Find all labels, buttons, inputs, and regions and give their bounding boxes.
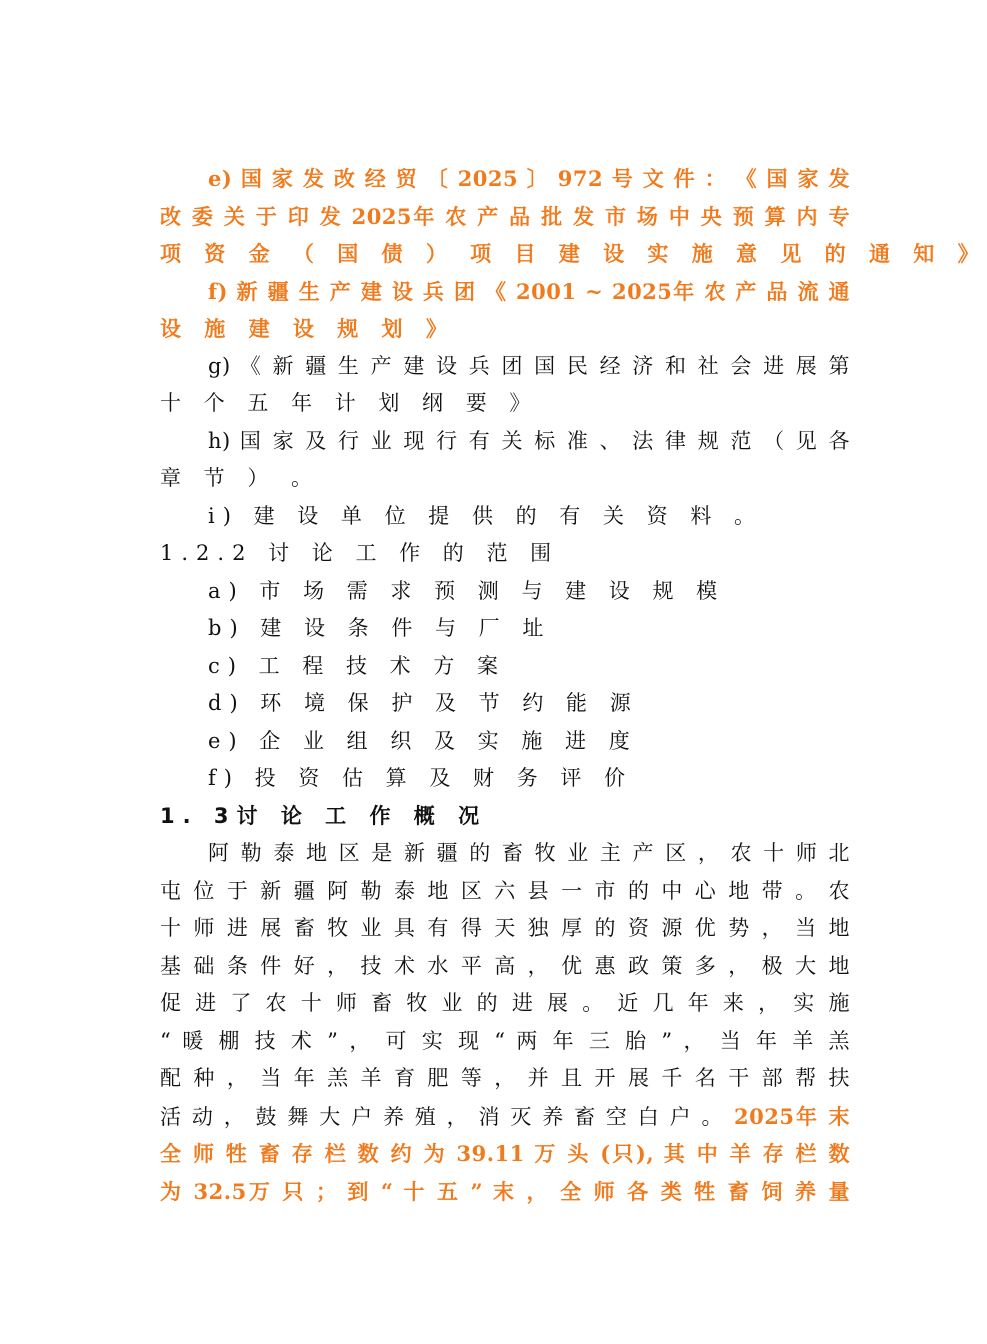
section-heading-1-3: 1. 3讨 论 工 作 概 况	[160, 803, 488, 828]
doc-line-1: e) 国 家 发 改 经 贸 〔 2025 〕 972 号 文 件 ： 《 国 家 发	[208, 166, 850, 191]
scope-item-a: a) 市 场 需 求 预 测 与 建 设 规 模	[208, 578, 726, 603]
doc-line-2: 改 委 关 于 印 发 2025年 农 产 品 批 发 市 场 中 央 预 算 内 专	[160, 203, 850, 229]
doc-line-10: i) 建 设 单 位 提 供 的 有 关 资 料 。	[208, 503, 764, 528]
para-line-8-black: 活 动 ， 鼓 舞 大 户 养 殖 ， 消 灭 养 畜 空 白 户 。	[160, 1104, 725, 1129]
doc-line-3: 项 资 金 （ 国 债 ） 项 目 建 设 实 施 意 见 的 通 知 》	[160, 241, 987, 266]
scope-item-d: d) 环 境 保 护 及 节 约 能 源	[208, 691, 639, 715]
scope-item-f: f) 投 资 估 算 及 财 务 评 价	[208, 766, 634, 790]
document-page	[160, 160, 987, 1210]
para-line-8-orange: 2025年 末	[724, 1103, 851, 1129]
para-line-9: 全 师 牲 畜 存 栏 数 约 为 39.11 万 头 (只), 其 中 羊 存 栏 数	[160, 1141, 850, 1166]
doc-line-7: 十 个 五 年 计 划 纲 要 》	[160, 391, 539, 415]
para-line-1: 阿 勒 泰 地 区 是 新 疆 的 畜 牧 业 主 产 区 ， 农 十 师 北	[208, 841, 850, 865]
para-line-10: 为 32.5万 只 ； 到 “ 十 五 ” 末 ， 全 师 各 类 牲 畜 饲 养 量	[160, 1178, 850, 1204]
para-line-7: 配 种 ， 当 年 羔 羊 育 肥 等 ， 并 且 开 展 千 名 干 部 帮 扶	[160, 1066, 850, 1090]
doc-line-5: 设 施 建 设 规 划 》	[160, 316, 455, 341]
para-line-2: 屯 位 于 新 疆 阿 勒 泰 地 区 六 县 一 市 的 中 心 地 带 。 农	[160, 878, 850, 903]
para-line-8	[160, 1098, 850, 1136]
doc-line-9: 章 节 ） 。	[160, 466, 321, 490]
scope-item-e: e) 企 业 组 织 及 实 施 进 度	[208, 728, 638, 753]
para-line-3: 十 师 进 展 畜 牧 业 具 有 得 天 独 厚 的 资 源 优 势 ， 当 地	[160, 916, 850, 940]
para-line-5: 促 进 了 农 十 师 畜 牧 业 的 进 展 。 近 几 年 来 ， 实 施	[160, 991, 850, 1015]
para-line-6: “ 暖 棚 技 术 ” ， 可 实 现 “ 两 年 三 胎 ” ， 当 年 羊 羔	[160, 1028, 850, 1053]
doc-line-6: g) 《 新 疆 生 产 建 设 兵 团 国 民 经 济 和 社 会 进 展 第	[208, 353, 850, 378]
scope-item-b: b) 建 设 条 件 与 厂 址	[208, 616, 552, 640]
scope-item-c: c) 工 程 技 术 方 案	[208, 653, 507, 678]
para-line-4: 基 础 条 件 好 ， 技 术 水 平 高 ， 优 惠 政 策 多 ， 极 大 地	[160, 953, 850, 978]
doc-line-8: h) 国 家 及 行 业 现 行 有 关 标 准 、 法 律 规 范 （ 见 各	[208, 428, 850, 453]
doc-line-4: f) 新 疆 生 产 建 设 兵 团 《 2001 ~ 2025年 农 产 品 流 通	[208, 278, 850, 304]
subsection-heading-1-2-2: 1.2.2 讨 论 工 作 的 范 围	[160, 541, 560, 565]
